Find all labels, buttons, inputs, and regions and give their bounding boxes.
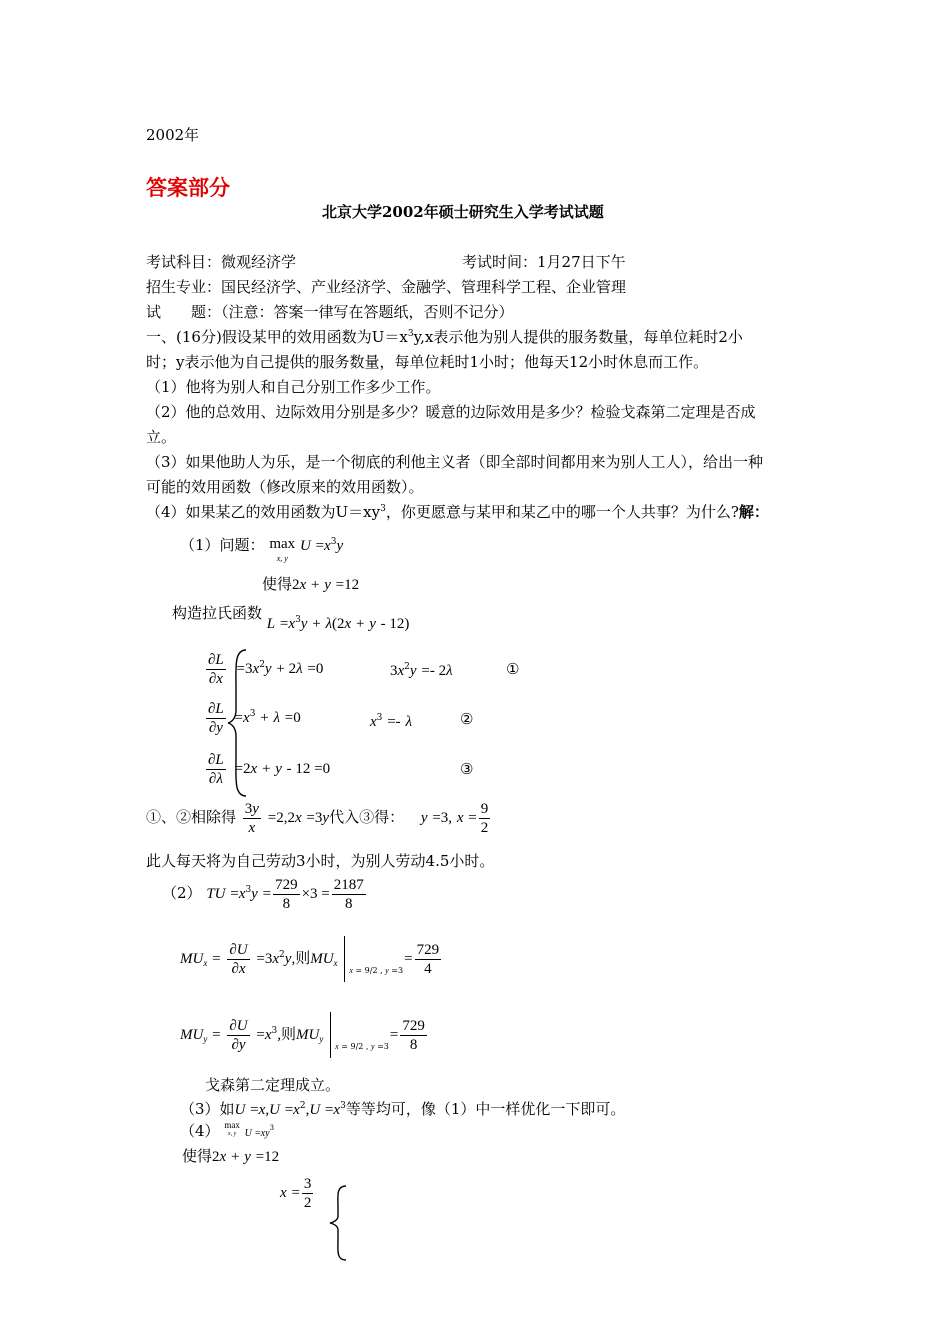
s4-constraint-label: 使得 (182, 1147, 213, 1165)
solution-label: 解： (738, 503, 769, 521)
lagrange-label: 构造拉氏函数 (172, 604, 263, 622)
q4-text-a: （4）如果某乙的效用函数为U＝xy (146, 503, 381, 521)
exam-title: 北京大学2002年硕士研究生入学考试试题 (322, 203, 604, 221)
exam-subject: 考试科目：微观经济学 (146, 253, 297, 271)
solution-4-brace (328, 1184, 348, 1262)
exam-note: 试 题：（注意：答案一律写在答题纸，否则不记分） (146, 303, 514, 321)
substitute-label: 代入③得： (329, 808, 405, 826)
ref-3: ③ (460, 760, 474, 778)
question-part-2b: 立。 (146, 428, 177, 446)
question-1-line-1: 一、(16分)假设某甲的效用函数为$U=x^3y,x$表示他为别人提供的服务数量，每单位耗时2小 (146, 328, 743, 346)
foc-x: $\frac{\partial L}{\partial x}$ $=3x^2y + 2\lambda =0$ (208, 652, 324, 687)
s2-label: （2） (162, 884, 202, 902)
solution-1-problem: （1）问题： max $^{x, y}$ $U =x^3y$ (180, 534, 343, 571)
division-result: ①、②相除得 $\frac{3y}{x}$ =2,2x =3y代入③得： y =3, x = $\frac{9}{2}$ (146, 801, 489, 836)
s3-label: （3）如 (180, 1100, 235, 1118)
year-label: 2002年 (146, 126, 200, 144)
exam-majors: 招生专业：国民经济学、产业经济学、金融学、管理科学工程、企业管理 (146, 278, 627, 296)
total-utility: （2） TU $=x^3y$ = $\frac{729}{8}$ ×3 = $\frac{2187}{8}$ (162, 877, 364, 912)
max-operator-4: max $^{x, y}$ (224, 1120, 240, 1137)
foc-y-rearranged: $x^3 =- \lambda$ (370, 713, 412, 730)
answer-section-title: 答案部分 (146, 175, 230, 200)
s4-label: （4） (180, 1122, 220, 1140)
s3-tail: 等等均可，像（1）中一样优化一下即可。 (345, 1100, 626, 1118)
gossen-conclusion: 戈森第二定理成立。 (205, 1076, 341, 1094)
question-part-4: （4）如果某乙的效用函数为$U=xy^3$，你更愿意与某甲和某乙中的哪一个人共事？为什么?解： (146, 503, 769, 521)
question-part-2a: （2）他的总效用、边际效用分别是多少？暖意的边际效用是多少？检验戈森第二定理是否成 (146, 403, 756, 421)
q1-text-b: y,x表示他为别人提供的服务数量，每单位耗时2小 (413, 328, 743, 346)
divide-label: ①、②相除得 (146, 808, 237, 826)
foc-y: $\frac{\partial L}{\partial y}$ $=x^3 + \lambda =0$ (208, 701, 301, 736)
solution-1-constraint: 使得2x + y =12 (262, 575, 360, 593)
question-part-3a: （3）如果他助人为乐，是一个彻底的利他主义者（即全部时间都用来为别人工人），给出一种 (146, 453, 764, 471)
foc-lambda: $\frac{\partial L}{\partial\lambda}$ =2x + y - 12 =0 (208, 752, 331, 787)
conclusion-1: 此人每天将为自己劳动3小时，为别人劳动4.5小时。 (146, 852, 495, 870)
solution-4-constraint: 使得2x + y =12 (182, 1147, 280, 1165)
q1-text-a: 一、(16分)假设某甲的效用函数为U＝x (146, 328, 408, 346)
solution-3: （3）如$U =x,U =x^2,U =x^3$等等均可，像（1）中一样优化一下即可。 (180, 1100, 626, 1118)
marginal-utility-y: $MU_y$ = $\frac{\partial U}{\partial y}$ $=x^3$,则$MU_y$ x = 9/2 , y =3 = $\frac{729}{8}$ (180, 1012, 429, 1058)
max-operator: max $^{x, y}$ (269, 536, 296, 563)
ref-2: ② (460, 710, 474, 728)
s1-constraint-label: 使得 (262, 575, 293, 593)
q4-text-b: ，你更愿意与某甲和某乙中的哪一个人共事？为什么? (385, 503, 739, 521)
marginal-utility-x: $MU_x$ = $\frac{\partial U}{\partial x}$ $=3x^2y$,则$MU_x$ x = 9/2 , y =3 = $\frac{729}{4}$ (180, 936, 443, 982)
ref-1: ① (506, 660, 520, 678)
then-label-y: 则 (281, 1025, 297, 1043)
question-part-1: （1）他将为别人和自己分别工作多少工作。 (146, 378, 441, 396)
solution-4-x: x = $\frac{3}{2}$ (280, 1176, 312, 1211)
s1-label: （1）问题： (180, 536, 265, 554)
foc-x-rearranged: $3x^2y =- 2\lambda$ (390, 662, 453, 679)
lagrange-line: 构造拉氏函数 $L =x^3y + \lambda(2x + y - 12)$ (172, 604, 410, 632)
then-label-x: 则 (295, 949, 311, 967)
exam-time: 考试时间：1月27日下午 (462, 253, 626, 271)
solution-4-problem: （4） max $^{x, y}$ $U =xy^3$ (180, 1120, 275, 1140)
question-part-3b: 可能的效用函数（修改原来的效用函数）。 (146, 478, 424, 496)
question-1-line-2: 时；y表示他为自己提供的服务数量，每单位耗时1小时；他每天12小时休息而工作。 (146, 353, 709, 371)
